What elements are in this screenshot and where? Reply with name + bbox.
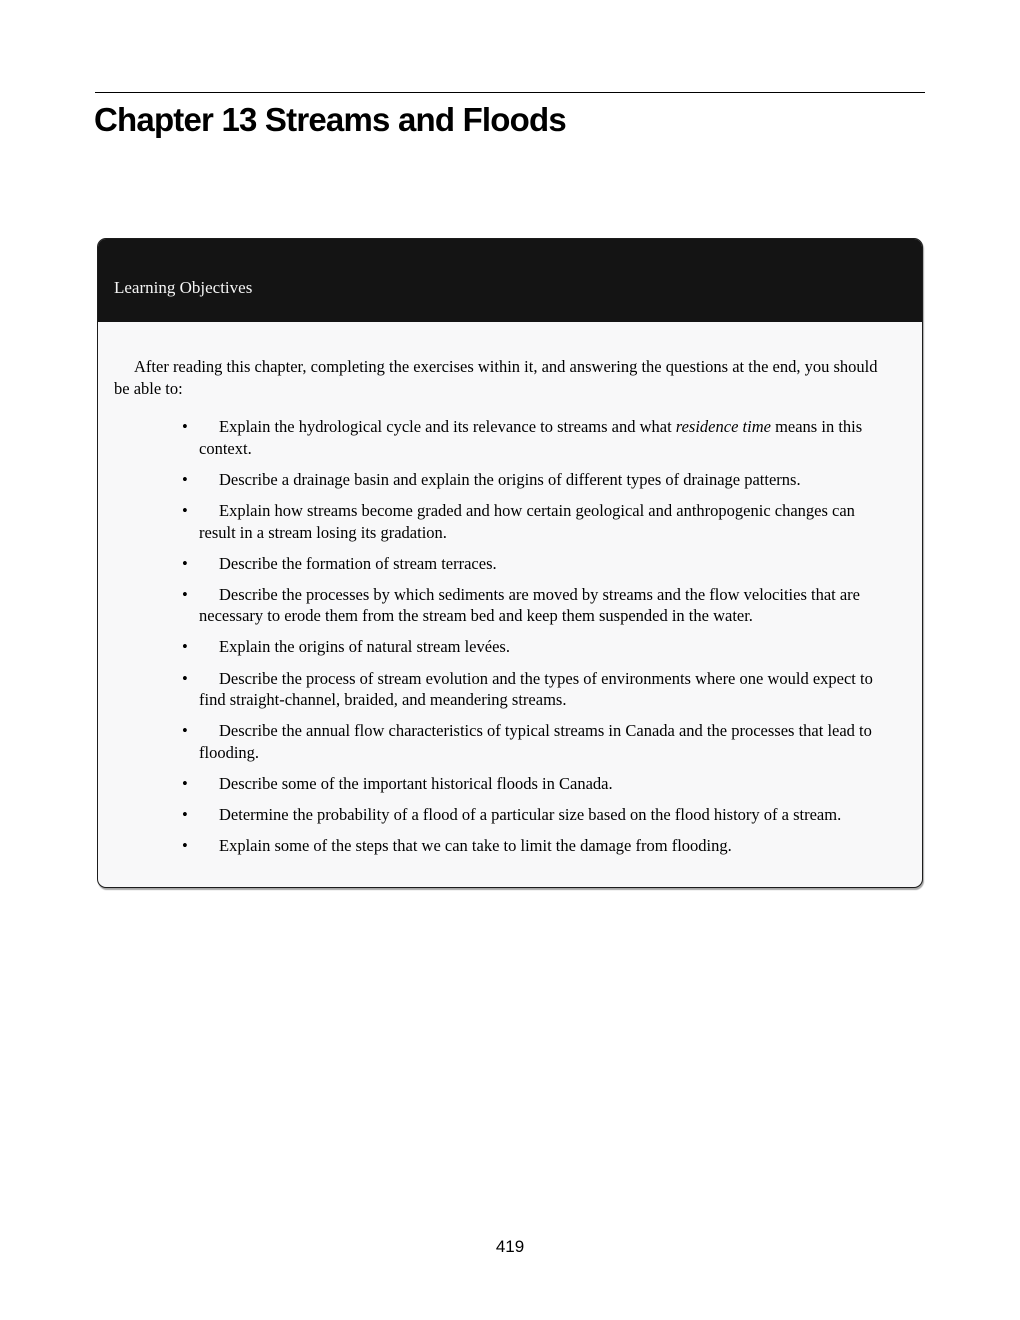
objective-item: • Describe the annual flow characteristics of typical streams in Canada and the processes that lead to flooding.	[199, 720, 894, 763]
objective-item: • Describe the process of stream evolution and the types of environments where one would expect to find straight-channel, braided, and meandering streams.	[199, 668, 894, 711]
objective-item: • Determine the probability of a flood of a particular size based on the flood history of a stream.	[199, 804, 894, 826]
objective-text-italic: residence time	[675, 417, 771, 437]
page-number: 419	[495, 1237, 525, 1256]
objective-item	[199, 416, 894, 459]
objective-item: • Describe a drainage basin and explain the origins of different types of drainage patterns.	[199, 469, 894, 491]
objective-text: means in this context.	[199, 417, 863, 458]
learning-objectives-header-label: Learning Objectives	[114, 277, 253, 297]
learning-objectives-intro: After reading this chapter, completing the exercises within it, and answering the questions at the end, you should be able to:	[114, 357, 878, 398]
learning-objectives-body	[98, 322, 922, 887]
objective-item: • Describe the formation of stream terraces.	[199, 553, 894, 575]
learning-objectives-box	[97, 238, 923, 888]
objective-item: • Describe some of the important historical floods in Canada.	[199, 773, 894, 795]
chapter-title: Chapter 13 Streams and Floods	[94, 101, 566, 138]
learning-objectives-list	[114, 416, 894, 857]
learning-objectives-header	[98, 239, 922, 322]
objective-item: • Explain how streams become graded and how certain geological and anthropogenic changes can result in a stream losing its gradation.	[199, 500, 894, 543]
title-divider	[95, 92, 925, 93]
objective-item: • Explain some of the steps that we can take to limit the damage from flooding.	[199, 835, 894, 857]
objective-text: Explain the hydrological cycle and its relevance to streams and what	[219, 417, 676, 437]
objective-item: • Explain the origins of natural stream levées.	[199, 636, 894, 658]
objective-item: • Describe the processes by which sediments are moved by streams and the flow velocities that are necessary to erode them from the stream bed and keep them suspended in the water.	[199, 584, 894, 627]
